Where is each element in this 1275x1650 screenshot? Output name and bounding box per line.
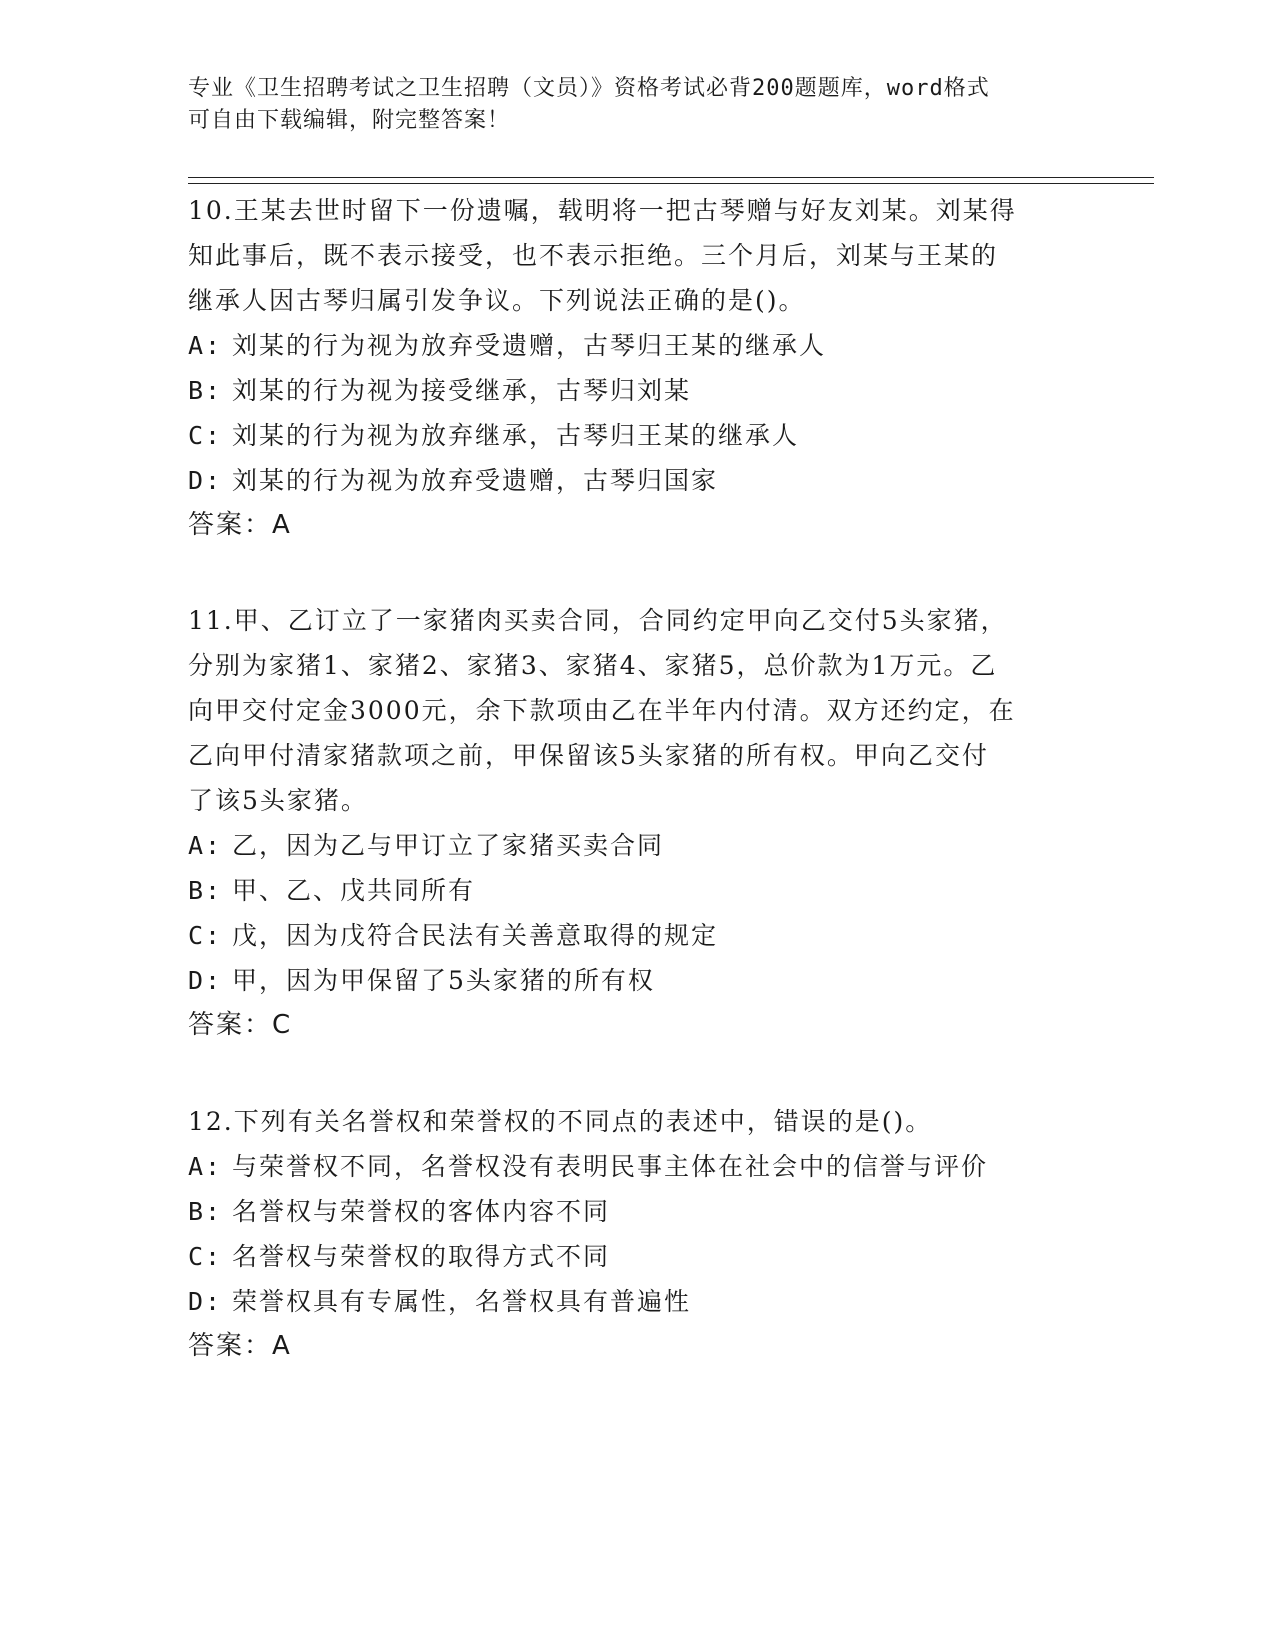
option-text: 甲，因为甲保留了5头家猪的所有权 bbox=[232, 966, 655, 995]
option-text: 刘某的行为视为放弃受遗赠，古琴归王某的继承人 bbox=[232, 331, 827, 360]
answer-line: 答案：A bbox=[188, 1331, 292, 1361]
option-key: C: bbox=[188, 421, 223, 450]
option-a bbox=[188, 1144, 1088, 1189]
option-d bbox=[188, 958, 1088, 1003]
header-divider-bottom bbox=[188, 183, 1154, 184]
option-a bbox=[188, 823, 1088, 868]
option-text: 名誉权与荣誉权的取得方式不同 bbox=[232, 1242, 611, 1271]
option-c bbox=[188, 913, 1088, 958]
stem-line: 12.下列有关名誉权和荣誉权的不同点的表述中，错误的是()。 bbox=[188, 1107, 933, 1136]
option-d bbox=[188, 458, 1088, 503]
stem-line: 了该5头家猪。 bbox=[188, 786, 368, 815]
option-text: 与荣誉权不同，名誉权没有表明民事主体在社会中的信誉与评价 bbox=[232, 1152, 989, 1181]
header-line-2: 可自由下载编辑，附完整答案！ bbox=[188, 108, 511, 133]
stem-line: 乙向甲付清家猪款项之前，甲保留该5头家猪的所有权。甲向乙交付 bbox=[188, 741, 989, 770]
option-b bbox=[188, 1189, 1088, 1234]
option-b bbox=[188, 868, 1088, 913]
header-divider-top bbox=[188, 177, 1154, 178]
option-b bbox=[188, 368, 1088, 413]
option-text: 戊，因为戊符合民法有关善意取得的规定 bbox=[232, 921, 719, 950]
question-stem bbox=[188, 598, 1088, 823]
option-text: 荣誉权具有专属性，名誉权具有普遍性 bbox=[232, 1287, 692, 1316]
option-key: B: bbox=[188, 1197, 223, 1226]
question-11 bbox=[188, 598, 1088, 1048]
option-text: 名誉权与荣誉权的客体内容不同 bbox=[232, 1197, 611, 1226]
document-header bbox=[188, 73, 1068, 137]
question-10 bbox=[188, 188, 1088, 548]
question-stem bbox=[188, 188, 1088, 323]
option-key: A: bbox=[188, 331, 223, 360]
answer-line: 答案：C bbox=[188, 1010, 293, 1040]
answer-line: 答案：A bbox=[188, 510, 292, 540]
option-c bbox=[188, 413, 1088, 458]
option-key: A: bbox=[188, 1152, 223, 1181]
stem-line: 继承人因古琴归属引发争议。下列说法正确的是()。 bbox=[188, 286, 806, 315]
header-line-1: 专业《卫生招聘考试之卫生招聘（文员）》资格考试必背200题题库，word格式 bbox=[188, 76, 990, 101]
question-12 bbox=[188, 1099, 1088, 1369]
question-stem bbox=[188, 1099, 1088, 1144]
option-key: D: bbox=[188, 966, 223, 995]
option-text: 刘某的行为视为放弃继承，古琴归王某的继承人 bbox=[232, 421, 800, 450]
option-key: D: bbox=[188, 1287, 223, 1316]
stem-line: 向甲交付定金3000元，余下款项由乙在半年内付清。双方还约定，在 bbox=[188, 696, 1016, 725]
stem-line: 11.甲、乙订立了一家猪肉买卖合同，合同约定甲向乙交付5头家猪， bbox=[188, 606, 1008, 635]
option-key: C: bbox=[188, 921, 223, 950]
option-a bbox=[188, 323, 1088, 368]
option-text: 甲、乙、戊共同所有 bbox=[232, 876, 476, 905]
option-text: 乙，因为乙与甲订立了家猪买卖合同 bbox=[232, 831, 665, 860]
option-text: 刘某的行为视为放弃受遗赠，古琴归国家 bbox=[232, 466, 719, 495]
stem-line: 知此事后，既不表示接受，也不表示拒绝。三个月后，刘某与王某的 bbox=[188, 241, 999, 270]
option-text: 刘某的行为视为接受继承，古琴归刘某 bbox=[232, 376, 692, 405]
option-key: B: bbox=[188, 876, 223, 905]
option-key: B: bbox=[188, 376, 223, 405]
option-key: C: bbox=[188, 1242, 223, 1271]
stem-line: 分别为家猪1、家猪2、家猪3、家猪4、家猪5，总价款为1万元。乙 bbox=[188, 651, 998, 680]
option-key: D: bbox=[188, 466, 223, 495]
stem-line: 10.王某去世时留下一份遗嘱，载明将一把古琴赠与好友刘某。刘某得 bbox=[188, 196, 1017, 225]
option-d bbox=[188, 1279, 1088, 1324]
option-c bbox=[188, 1234, 1088, 1279]
option-key: A: bbox=[188, 831, 223, 860]
